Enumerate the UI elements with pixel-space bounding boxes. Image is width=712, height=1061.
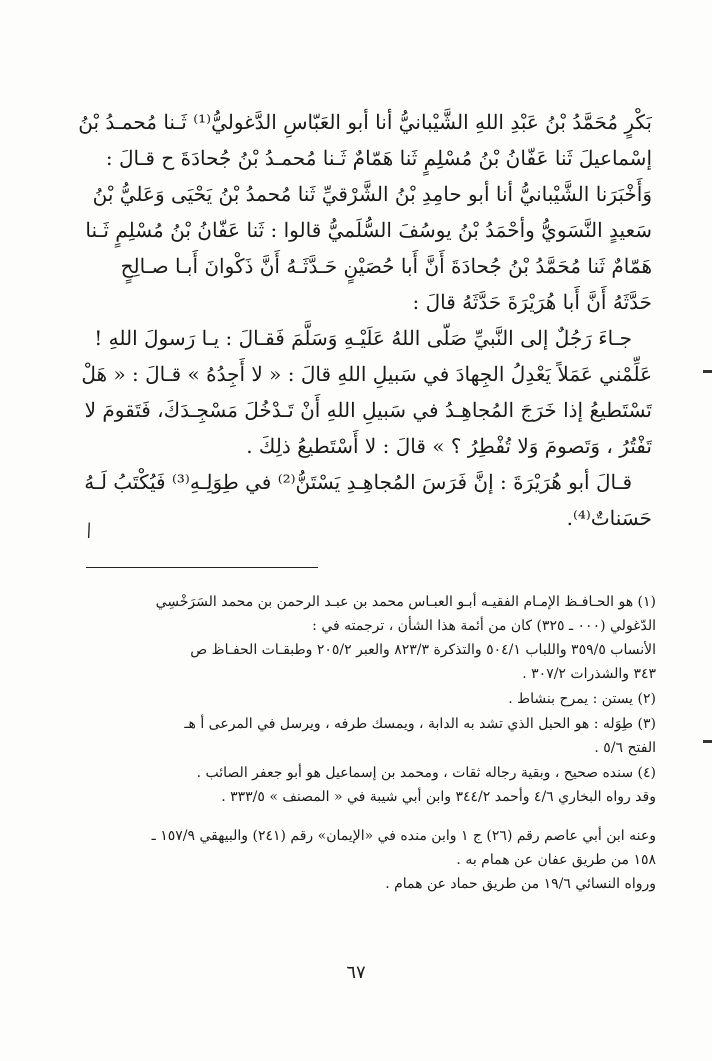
footnote-line: الأنساب ٣٥٩/٥ واللباب ٥٠٤/١ والتذكرة ٨٢٣/٣ والعبر ٢٠٥/٢ وطبقـات الحفـاظ ص: [190, 642, 656, 658]
footnote-line: (٢) يستن : يمرح بنشاط .: [508, 691, 656, 707]
edge-mark: [703, 740, 712, 743]
paragraph-3: [70, 464, 652, 536]
footnote-4: [66, 761, 656, 809]
page-number: ٦٧: [346, 962, 366, 983]
footnote-line: ١٥٨ من طريق عفان عن همام به .: [456, 852, 656, 868]
footnote-continuation: [66, 824, 656, 896]
footnote-line: (١) هو الحـافـظ الإمـام الفقيـه أبـو العبـاس محمد بن عبـد الرحمن بن محمد السَرَخْسِي: [155, 594, 656, 610]
text-line: عَلِّمْني عَمَلاً يَعْدِلُ الجِهادَ في سَبيلِ اللهِ قالَ : « لا أَجِدُهُ » قـالَ : « هَلْ: [81, 362, 652, 386]
text-line: قـالَ أبو هُرَيْرَةَ : إنَّ فَرَسَ المُجاهِـدِ يَسْتَنُّ⁽²⁾ في طِوَلِـهِ⁽³⁾ فَيُكْتَبُ لَـهُ: [84, 470, 632, 494]
footnote-line: (٣) طِوَله : هو الحبل الذي تشد به الدابة ، ويمسك طرفه ، ويرسل في المرعى أ هـ: [184, 716, 656, 732]
text-line: حَسَناتٌ⁽⁴⁾.: [566, 506, 652, 530]
text-line: تَسْتَطيعُ إذا خَرَجَ المُجاهِـدُ في سَبيلِ اللهِ أَنْ تَـدْخُلَ مَسْجِـدَكَ، فَتَقومَ لا: [84, 398, 652, 422]
main-text: [70, 104, 652, 536]
footnote-1: [66, 590, 656, 686]
footnote-2: [66, 687, 656, 711]
text-line: تَفْتُرُ ، وَتَصومَ وَلا تُفْطِرُ ؟ » قالَ : لا أَسْتَطيعُ ذلِكَ .: [246, 434, 652, 458]
footnote-line: وعنه ابن أبي عاصم رقم (٢٦) ج ١ وابن منده في «الإيمان» رقم (٢٤١) والبيهقي ١٥٧/٩ ـ: [151, 828, 656, 844]
footnote-line: الدّغولي (٠٠٠ ـ ٣٢٥) كان من أئمة هذا الشأن ، ترجمته في :: [312, 618, 656, 634]
text-line: بَكْرٍ مُحَمَّدُ بْنُ عَبْدِ اللهِ الشَّيْبانيُّ أنا أبو العَبّاسِ الدَّغوليُّ⁽¹⁾ ثَـنا مُحمـدُ بْنُ: [78, 110, 652, 134]
footnote-line: الفتح ٥/٦ .: [594, 740, 656, 756]
text-line: وَأَخْبَرَنا الشَّيْبانيُّ أنا أبو حامِدِ بْنُ الشَّرْقيِّ ثَنا مُحمدُ بْنُ يَحْيَى وَعَليُّ بْنُ: [92, 182, 652, 206]
footnote-line: ورواه النسائي ١٩/٦ من طريق حماد عن همام .: [385, 876, 656, 892]
footnote-3: [66, 712, 656, 760]
text-line: جـاءَ رَجُلٌ إلى النَّبيِّ صَلّى اللهُ عَلَيْـهِ وَسَلَّمَ فَقـالَ : يـا رَسولَ اللهِ !: [94, 326, 632, 350]
text-line: حَدَّثَهُ أَنَّ أَبا هُرَيْرَةَ حَدَّثَهُ قالَ :: [412, 290, 652, 314]
margin-slash-mark: /: [83, 519, 95, 542]
text-line: هَمّامٌ ثَنا مُحَمَّدُ بْنُ جُحادَةَ أَنَّ أَبا حُصَيْنٍ حَـدَّثَـهُ أَنَّ ذَكْوانَ أَبـا صـالِحٍ: [120, 254, 652, 278]
footnote-line: ٣٤٣ والشذرات ٣٠٧/٢ .: [522, 666, 656, 682]
footnote-separator: [86, 567, 318, 568]
edge-mark: [703, 370, 712, 373]
paragraph-2: [70, 320, 652, 464]
text-line: إسْماعيلَ ثَنا عَفّانُ بْنُ مُسْلِمٍ ثَنا هَمّامٌ ثَـنا مُحمـدُ بْنُ جُحادَةَ ح قـالَ :: [105, 146, 652, 170]
text-line: سَعيدٍ النَّسَويُّ وأحْمَدُ بْنُ يوسُفَ السُّلَميُّ قالوا : ثَنا عَفّانُ بْنُ مُسْلِمٍ ثَـنا: [85, 218, 652, 242]
footnote-line: (٤) سنده صحيح ، وبقية رجاله ثقات ، ومحمد بن إسماعيل هو أبو جعفر الصائب .: [196, 765, 656, 781]
footnote-gap: [66, 810, 656, 824]
paragraph-1: [70, 104, 652, 320]
footnotes: [66, 590, 656, 897]
footnote-line: وقد رواه البخاري ٤/٦ وأحمد ٣٤٤/٢ وابن أبي شيبة في « المصنف » ٣٣٣/٥ .: [221, 789, 656, 805]
